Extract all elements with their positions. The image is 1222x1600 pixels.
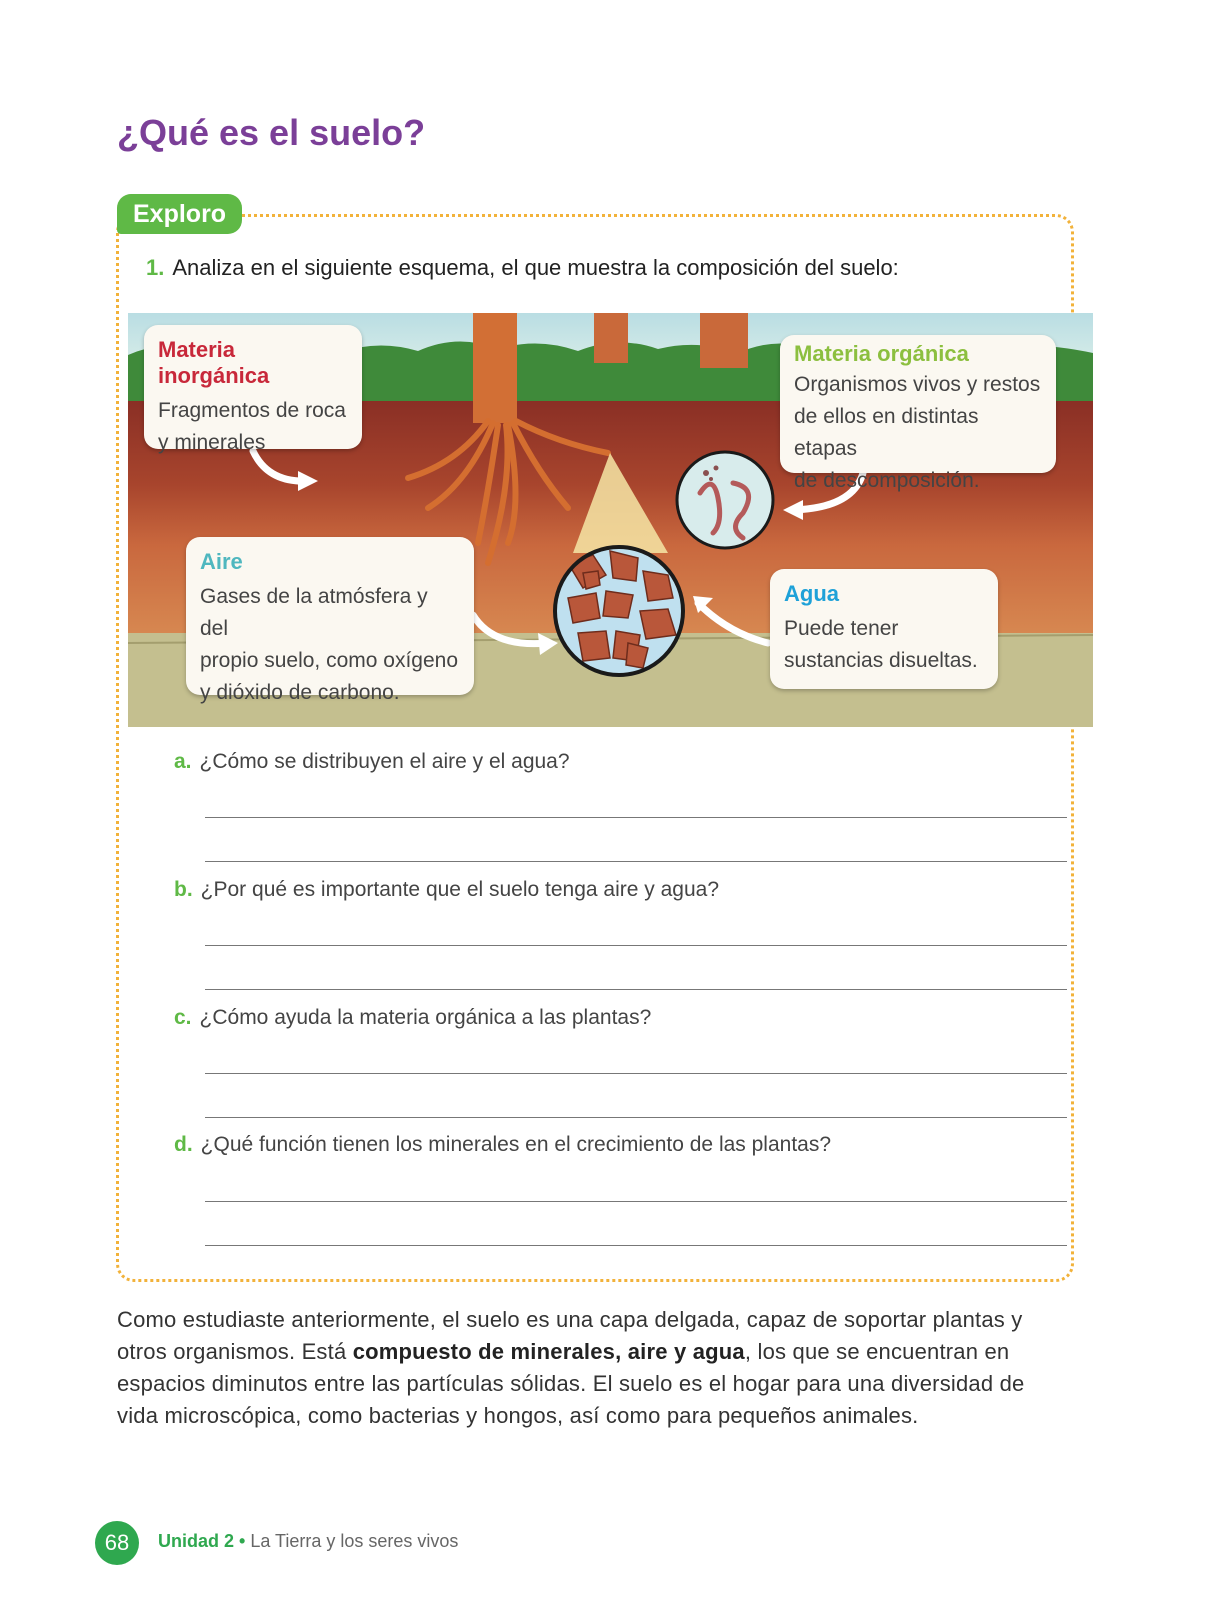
- explore-section-tab: Exploro: [117, 194, 242, 234]
- answer-line[interactable]: [205, 861, 1067, 862]
- answer-line[interactable]: [205, 989, 1067, 990]
- inorganic-matter-box: [144, 325, 362, 454]
- question-letter: a.: [174, 750, 192, 773]
- footer-unit: [158, 1531, 458, 1552]
- question-letter: c.: [174, 1006, 192, 1029]
- water-heading: Agua: [784, 581, 839, 606]
- water-line: Puede tener: [784, 617, 899, 640]
- paragraph-text: , los que se encuentran en espacios diminutos entre las partículas sólidas. El suelo es el hogar para una diversidad de vida microscópica, como bacterias y hongos, así como para pequeños animales.: [117, 1339, 1025, 1428]
- tree-trunk: [473, 313, 517, 423]
- air-box: [186, 537, 474, 704]
- question-a: [174, 750, 570, 774]
- organic-matter-line: de ellos en distintas etapas: [794, 405, 979, 460]
- air-heading: Aire: [200, 549, 243, 574]
- organic-matter-line: Organismos vivos y restos: [794, 373, 1041, 396]
- page-title: ¿Qué es el suelo?: [117, 112, 426, 153]
- organic-matter-line: de descomposición.: [794, 469, 980, 492]
- inorganic-matter-heading: Materia inorgánica: [158, 337, 270, 388]
- instruction-text: Analiza en el siguiente esquema, el que muestra la composición del suelo:: [172, 255, 899, 280]
- water-box: [770, 569, 998, 689]
- paragraph-bold-text: compuesto de minerales, aire y agua: [352, 1339, 745, 1364]
- answer-line[interactable]: [205, 945, 1067, 946]
- answer-line[interactable]: [205, 817, 1067, 818]
- answer-line[interactable]: [205, 1073, 1067, 1074]
- question-letter: d.: [174, 1133, 193, 1156]
- question-b: [174, 878, 719, 902]
- inorganic-matter-line: Fragmentos de roca: [158, 399, 346, 422]
- tree-trunk-back: [700, 313, 748, 368]
- water-line: sustancias disueltas.: [784, 649, 978, 672]
- paragraph-text: Como estudiaste anteriormente, el suelo es una capa delgada, capaz de soportar plantas y otros organismos. Está: [117, 1307, 1023, 1364]
- answer-line[interactable]: [205, 1245, 1067, 1246]
- organic-matter-heading: Materia orgánica: [794, 341, 969, 366]
- question-text: ¿Cómo se distribuyen el aire y el agua?: [199, 750, 570, 773]
- answer-line[interactable]: [205, 1117, 1067, 1118]
- tree-trunk-back: [594, 313, 628, 363]
- air-line: propio suelo, como oxígeno: [200, 649, 458, 672]
- footer-separator: •: [239, 1531, 246, 1551]
- air-line: Gases de la atmósfera y del: [200, 585, 428, 640]
- organic-matter-box: [780, 335, 1056, 492]
- question-letter: b.: [174, 878, 193, 901]
- instruction: [146, 255, 899, 281]
- footer-unit-label: Unidad 2: [158, 1531, 235, 1551]
- question-d: [174, 1133, 831, 1157]
- soil-composition-diagram: [128, 313, 1093, 727]
- page-number: 68: [95, 1521, 139, 1565]
- answer-line[interactable]: [205, 1201, 1067, 1202]
- inorganic-matter-line: y minerales: [158, 431, 266, 454]
- footer-topic: La Tierra y los seres vivos: [250, 1531, 459, 1551]
- air-line: y dióxido de carbono.: [200, 681, 400, 704]
- question-text: ¿Qué función tienen los minerales en el crecimiento de las plantas?: [200, 1133, 832, 1156]
- body-paragraph: [117, 1304, 1057, 1432]
- question-text: ¿Cómo ayuda la materia orgánica a las plantas?: [199, 1006, 652, 1029]
- question-text: ¿Por qué es importante que el suelo tenga aire y agua?: [200, 878, 720, 901]
- question-c: [174, 1006, 651, 1030]
- instruction-number: 1.: [146, 255, 165, 280]
- organisms-circle: [677, 452, 773, 548]
